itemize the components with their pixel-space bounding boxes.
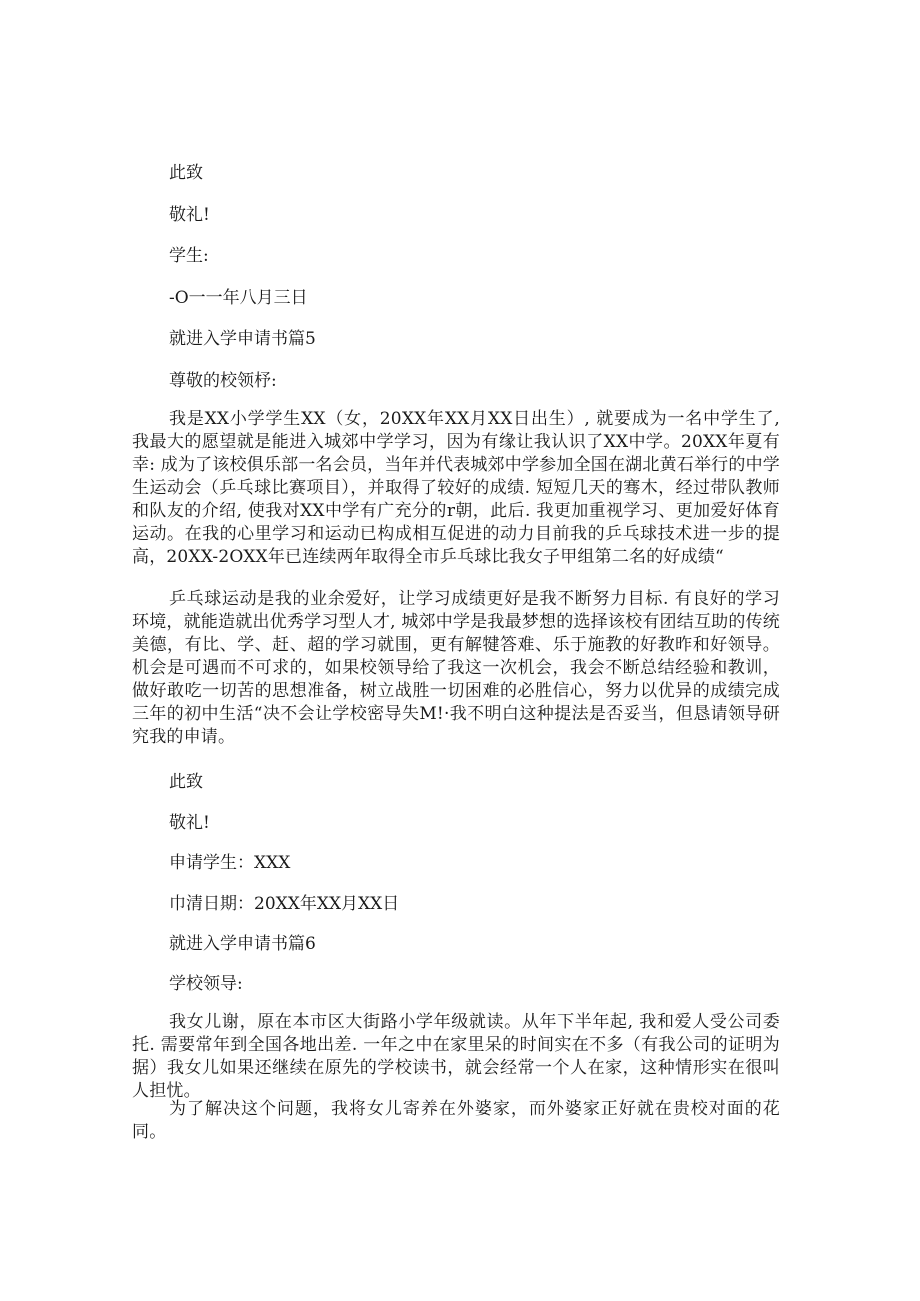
date-line: -O一一年八月三日: [169, 288, 308, 308]
closing-text: 此致: [169, 772, 203, 792]
greeting-5: 尊敬的校领杼:: [169, 371, 277, 391]
student-signature-label: 学生:: [169, 246, 209, 266]
salute-text: 敬礼!: [169, 205, 210, 225]
section-title-6: 就进入学申请书篇6: [169, 934, 316, 954]
applicant-line: 申请学生：XXX: [169, 853, 291, 873]
paragraph-6b: 为了解决这个问题，我将女儿寄养在外婆家，而外婆家正好就在贵校对面的花同。: [132, 1099, 780, 1142]
apply-date-line: 巾清日期：20XX年XX月XX日: [169, 894, 400, 914]
paragraph-5b: 乒乓球运动是我的业余爱好，让学习成绩更好是我不断努力目标. 有良好的学习环境，就能造就出优秀学习型人才, 城郊中学是我最梦想的选择该校有团结互助的传统美德，有比、学、赶、超的学习就围，更有解犍答难、乐于施教的好教昨和好领导。机会是可遇而不可求的，如果校领导给了我这一次机会，我会不断总结经验和教训，做好敢吃一切苦的思想准备，树立战胜一切困难的必胜信心，努力以优异的成绩完成三年的初中生活“决不会让学校密导失M!·我不明白这种提法是否妥当，但恳请领导研究我的申请。: [132, 589, 780, 747]
section-title-5: 就进入学申请书篇5: [169, 329, 316, 349]
greeting-6: 学校领导:: [169, 974, 243, 994]
salute-text: 敬礼!: [169, 813, 210, 833]
closing-text: 此致: [169, 163, 203, 183]
paragraph-5a: 我是XX小学学生XX（女，20XX年XX月XX日出生）, 就要成为一名中学生了, 我最大的愿望就是能进入城郊中学学习，因为有缘让我认识了XX中学。20XX年夏有幸: 成为了该校俱乐部一名会员，当年并代表城郊中学参加全国在湖北黄石举行的中学生运动会（乒乓球比赛项目），并取得了较好的成绩. 短短几天的骞木，经过带队教师和队友的介绍, 使我对XX中学有广充分的r朝，此后. 我更加重视学习、更加爱好体育运动。在我的心里学习和运动已构成相互促进的动力目前我的乒乓球技术进一步的提高，20XX-2OXX年已连续两年取得全市乒乓球比我女子甲组第二名的好成绩“: [132, 409, 780, 567]
paragraph-6a: 我女儿谢，原在本市区大街路小学年级就读。从年下半年起, 我和爱人受公司委托. 需要常年到全国各地出差. 一年之中在家里呆的时间实在不多（有我公司的证明为据）我女儿如果还继续在原先的学校读书，就会经常一个人在家，这种情形实在很叫人担忧。: [132, 1012, 780, 1101]
